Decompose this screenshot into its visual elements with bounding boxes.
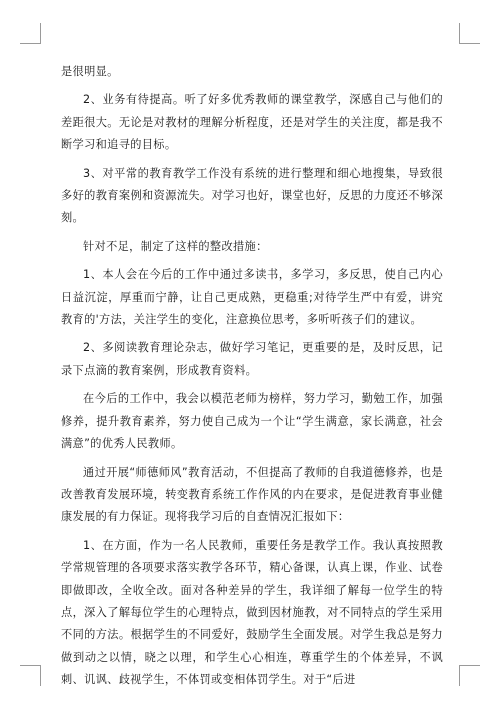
paragraph: 1、在方面，作为一名人民教师，重要任务是教学工作。我认真按照教学常规管理的各项要求落实教学各环节，精心备课，认真上课，作业、试卷即做即改，全收全改。面对各种差异的学生，我详细了解每一位学生的特点，深入了解每位学生的心理特点，做到因材施教，对不同特点的学生采用不同的方法。根据学生的不同爱好，鼓励学生全面发展。对学生我总是努力做到动之以情，晓之以理，和学生心心相连，尊重学生的个体差异，不讽刺、讥讽、歧视学生，不体罚或变相体罚学生。对于“后进: [61, 538, 443, 687]
paragraph: 是很明显。: [61, 65, 119, 78]
paragraph: 2、业务有待提高。听了好多优秀教师的课堂教学，深感自己与他们的差距很大。无论是对教材的理解分析程度，还是对学生的关注度，都是我不断学习和追寻的目标。: [61, 93, 443, 152]
crop-mark-top-left: [40, 23, 41, 44]
paragraph: 通过开展“师德师风”教育活动，不但提高了教师的自我道德修养，也是改善教育发展环境，转变教育系统工作作风的内在要求，是促进教育事业健康发展的有力保证。现将我学习后的自查情况汇报如下：: [61, 465, 443, 524]
crop-mark-bottom-left: [20, 665, 41, 666]
paragraph: 在今后的工作中，我会以模范老师为榜样，努力学习，勤勉工作，加强修养，提升教育素养，努力使自己成为一个让“学生满意，家长满意，社会满意”的优秀人民教师。: [61, 392, 443, 451]
paragraph: 2、多阅读教育理论杂志，做好学习笔记，更重要的是，及时反思，记录下点滴的教育案例，形成教育资料。: [61, 341, 443, 377]
crop-mark-bottom-right: [459, 665, 480, 666]
crop-mark-bottom-left: [40, 665, 41, 686]
document-body: [61, 61, 443, 698]
crop-mark-top-right: [459, 23, 460, 44]
paragraph: 3、对平常的教育教学工作没有系统的进行整理和细心地搜集，导致很多好的教育案例和资源流失。对学习也好，课堂也好，反思的力度还不够深刻。: [61, 166, 443, 225]
paragraph: 1、本人会在今后的工作中通过多读书，多学习，多反思，使自己内心日益沉淀，厚重而宁静，让自己更成熟，更稳重;对待学生严中有爱，讲究教育的'方法，关注学生的变化，注意换位思考，多听听孩子们的建议。: [61, 268, 443, 327]
crop-mark-bottom-right: [459, 665, 460, 686]
paragraph: 针对不足，制定了这样的整改措施：: [83, 239, 268, 253]
crop-mark-top-left: [20, 43, 41, 44]
crop-mark-top-right: [459, 43, 480, 44]
